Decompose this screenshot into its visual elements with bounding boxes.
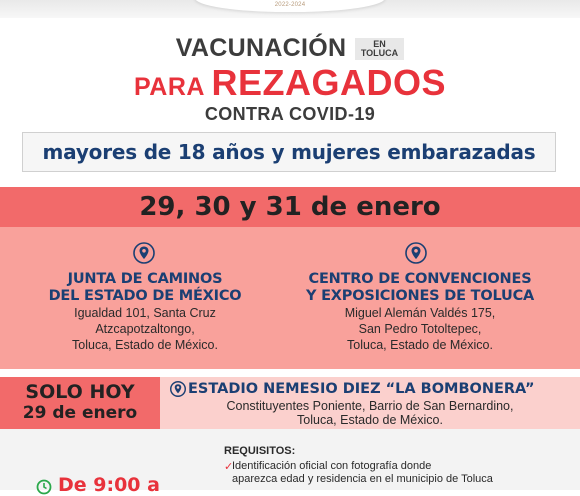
check-icon: ✓ [224,461,234,473]
dates-bar [0,187,580,227]
location-name-line1: JUNTA DE CAMINOS [67,271,223,287]
title-row [0,34,580,63]
header-years: 2022-2024 [274,2,306,8]
city-badge [355,38,404,60]
location-address-line3: Toluca, Estado de México. [347,338,493,352]
today-venue-address [160,399,580,427]
today-venue-address-line1: Constituyentes Poniente, Barrio de San Bernardino, [226,399,514,413]
location-name-line2: Y EXPOSICIONES DE TOLUCA [305,288,535,304]
requirement-item-line2: aparezca edad y residencia en el municipio de Toluca [232,473,493,485]
location-address-line2: San Pedro Totoltepec, [358,322,482,336]
requirements-title: REQUISITOS: [224,445,296,457]
location-pin-icon [170,381,186,397]
audience-box [22,132,556,172]
today-venue-address-line2: Toluca, Estado de México. [297,413,443,427]
today-label-block [0,377,160,429]
today-venue-block [160,377,580,429]
location-address-line1: Igualdad 101, Santa Cruz [74,306,216,320]
title-para: PARA [133,73,212,101]
location-centro-convenciones [280,271,560,353]
title-covid: CONTRA COVID-19 [204,104,376,124]
audience-text: mayores de 18 años y mujeres embarazadas [42,140,536,164]
bottom-section [0,429,580,496]
today-venue-name: ESTADIO NEMESIO DIEZ “LA BOMBONERA” [188,381,535,397]
location-name-line1: CENTRO DE CONVENCIONES [308,271,532,287]
location-address-line1: Miguel Alemán Valdés 175, [344,306,496,320]
title-vacunacion: VACUNACIÓN [175,34,347,62]
city-badge-line2: TOLUCA [360,47,399,58]
location-name-line2: DEL ESTADO DE MÉXICO [48,288,242,304]
locations-panel [0,227,580,369]
clock-icon [36,479,52,495]
hours-text: De 9:00 a [58,474,160,496]
today-label-line2: 29 de enero [22,403,138,423]
location-address-line2: Atzcapotzaltongo, [95,322,195,336]
location-pin-icon [405,242,427,264]
title-rezagados [0,62,580,104]
location-pin-icon [133,242,155,264]
title-rezagados-word: REZAGADOS [211,62,446,103]
location-junta-caminos [20,271,270,353]
city-badge-line1: EN [373,38,386,49]
requirement-item-line1: Identificación oficial con fotografía donde [232,460,432,472]
dates-text: 29, 30 y 31 de enero [139,192,441,222]
requirement-item [232,460,493,486]
today-label-line1: SOLO HOY [25,381,135,403]
location-address-line3: Toluca, Estado de México. [72,338,218,352]
